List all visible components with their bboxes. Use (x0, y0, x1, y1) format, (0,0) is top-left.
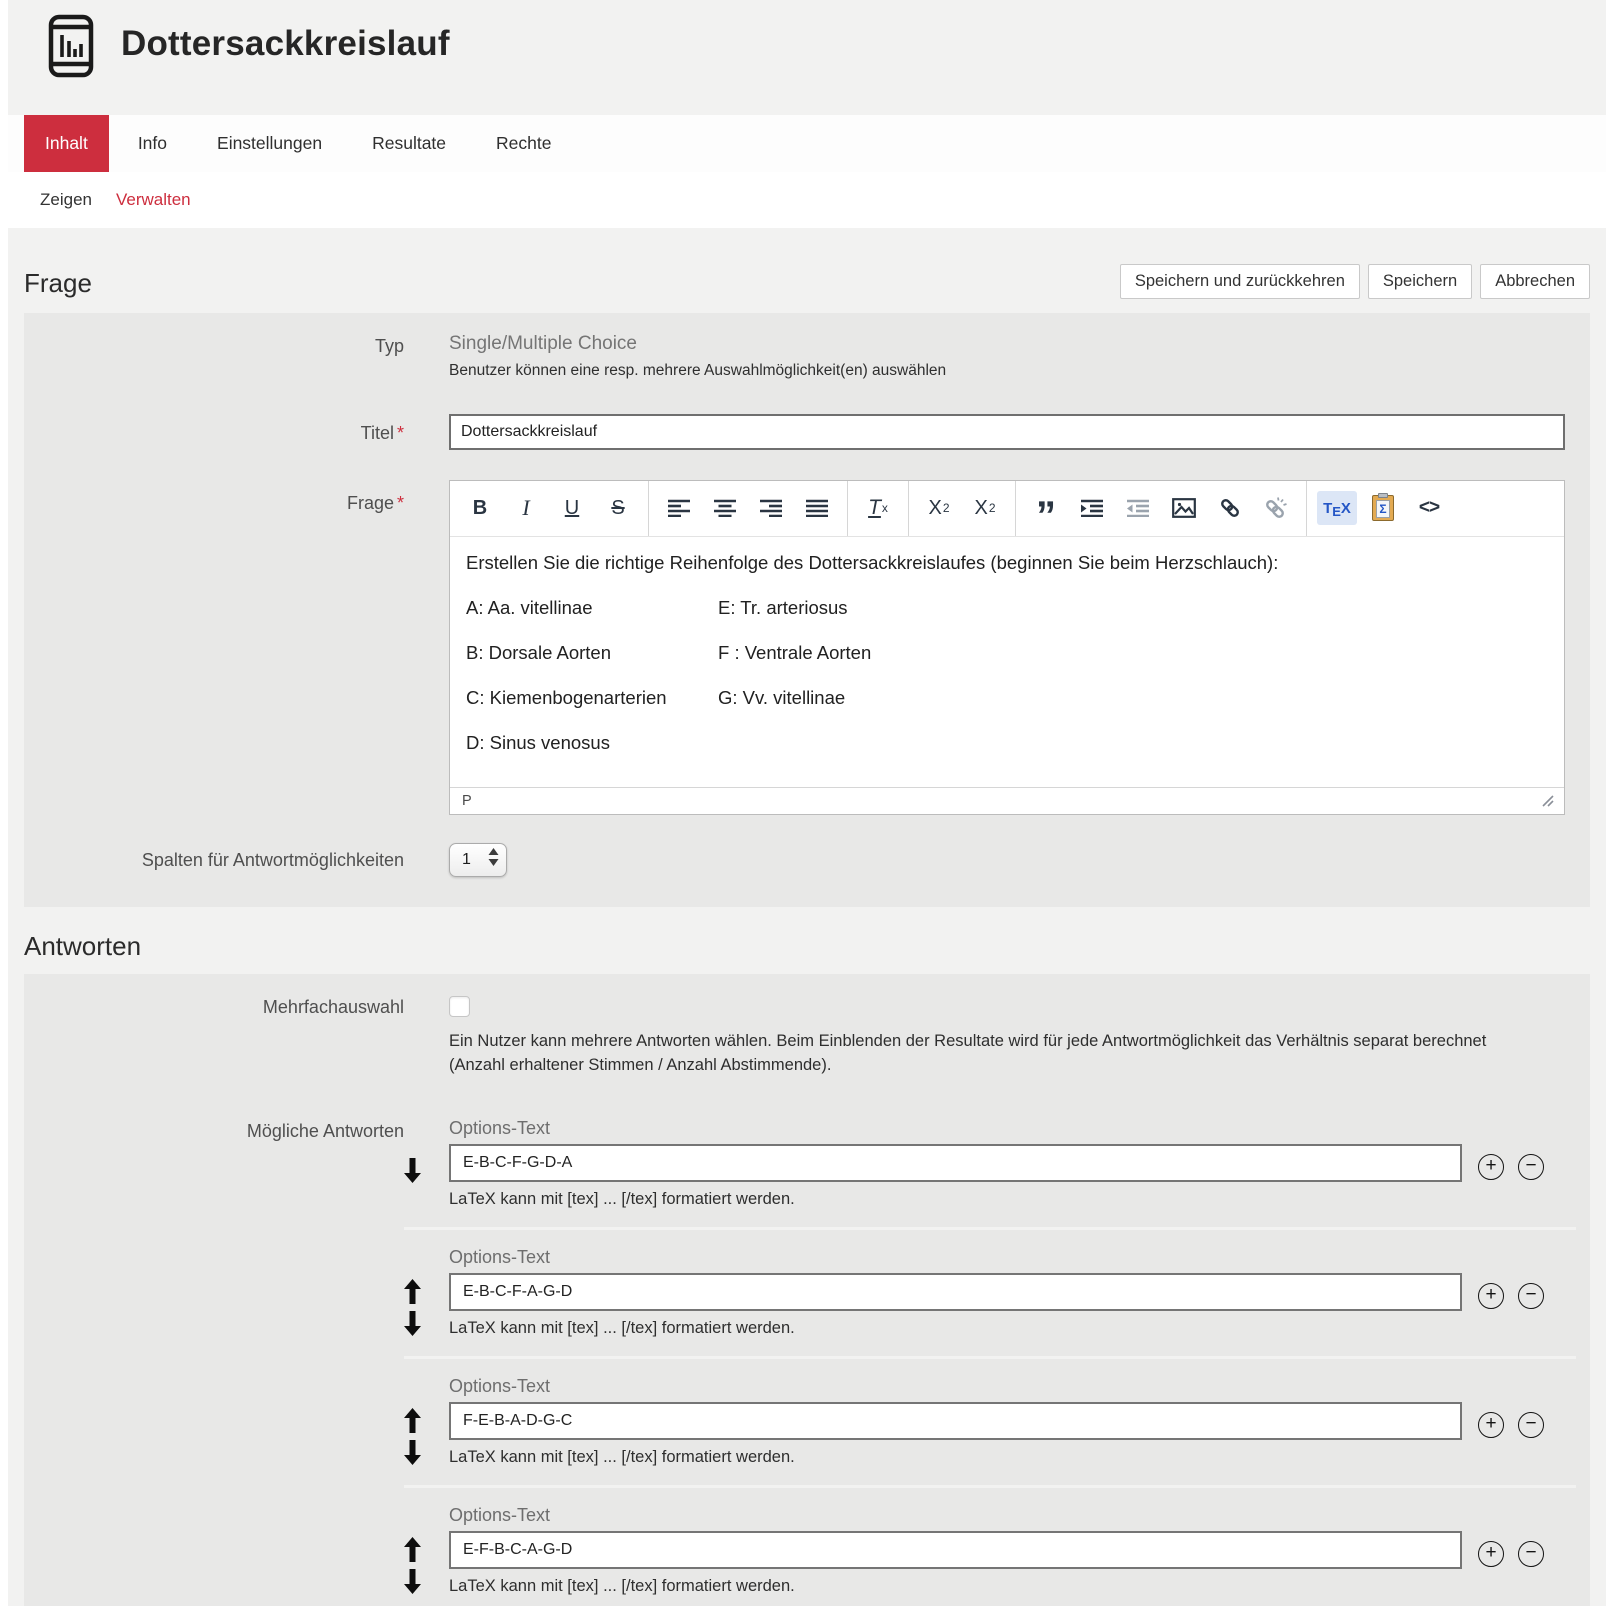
move-up-button[interactable] (404, 1537, 421, 1562)
stepper-arrows-icon (488, 848, 499, 871)
question-intro: Erstellen Sie die richtige Reihenfolge des Dottersackkreislaufes (beginnen Sie beim Herzschlauch): (466, 551, 1279, 573)
page-title: Dottersackkreislauf (121, 24, 450, 63)
editor-toolbar (450, 481, 1564, 537)
mehrfachauswahl-row (24, 996, 1590, 1079)
antworten-heading: Antworten (24, 930, 142, 961)
subtab-zeigen[interactable]: Zeigen (40, 190, 92, 209)
tex-plugin-icon[interactable]: T E X (1314, 485, 1360, 531)
element-path: P (462, 792, 472, 809)
latex-hint: LaTeX kann mit [tex] ... [/tex] formatiert werden. (449, 1448, 795, 1467)
cancel-button[interactable]: Abbrechen (1480, 264, 1590, 299)
frage-form-panel (24, 313, 1590, 907)
mehrfachauswahl-description: Ein Nutzer kann mehrere Antworten wählen. Beim Einblenden der Resultate wird für jede Antwortmöglichkeit das Verhältnis separat berechnet (Anzahl erhaltener Stimmen / Anzahl Abstimmende). (449, 1031, 1487, 1075)
question-line-left: B: Dorsale Aorten (466, 641, 611, 663)
save-and-return-button[interactable]: Speichern und zurückkehren (1120, 264, 1360, 299)
question-line-left: C: Kiemenbogenarterien (466, 687, 667, 708)
align-center-icon[interactable] (702, 485, 748, 531)
move-up-button[interactable] (404, 1279, 421, 1304)
main-tabbar (0, 115, 1606, 172)
tab-einstellungen[interactable]: Einstellungen (217, 133, 323, 153)
required-asterisk: * (396, 492, 404, 513)
option-row (404, 1356, 1576, 1467)
question-line-left: A: Aa. vitellinae (466, 596, 593, 618)
save-button[interactable]: Speichern (1368, 264, 1472, 299)
move-down-button[interactable] (404, 1440, 421, 1465)
richtext-editor (449, 480, 1565, 815)
italic-icon[interactable]: I (522, 495, 530, 521)
remove-link-icon[interactable] (1253, 485, 1299, 531)
subtab-verwalten[interactable]: Verwalten (115, 190, 191, 209)
spalten-label: Spalten für Antwortmöglichkeiten (141, 849, 404, 870)
option-text-label: Options-Text (449, 1376, 551, 1397)
titel-input[interactable] (449, 414, 1565, 450)
source-code-icon[interactable]: <> (1418, 497, 1440, 519)
outdent-icon[interactable] (1115, 485, 1161, 531)
subscript-icon[interactable]: X 2 (928, 496, 950, 519)
typ-description: Benutzer können eine resp. mehrere Auswahlmöglichkeit(en) auswählen (449, 361, 947, 379)
latex-hint: LaTeX kann mit [tex] ... [/tex] formatiert werden. (449, 1319, 795, 1338)
question-line-left: D: Sinus venosus (466, 732, 610, 754)
remove-option-button[interactable]: − (1518, 1154, 1544, 1180)
clear-formatting-icon[interactable]: T x (868, 496, 888, 520)
frage-label: Frage * (346, 492, 404, 513)
question-line (466, 686, 1548, 709)
sub-tabbar (0, 172, 1606, 228)
underline-icon[interactable]: U (564, 496, 580, 519)
question-line (466, 641, 1548, 664)
poll-icon (48, 14, 94, 83)
antworten-form-panel (24, 974, 1590, 1606)
option-text-input[interactable] (449, 1531, 1462, 1569)
option-text-label: Options-Text (449, 1505, 551, 1526)
insert-image-icon[interactable] (1161, 485, 1207, 531)
window-edge (0, 0, 8, 1606)
titel-row (24, 414, 1590, 450)
frage-heading: Frage (24, 267, 92, 298)
add-option-button[interactable]: + (1478, 1154, 1504, 1180)
tab-inhalt[interactable]: Inhalt (24, 115, 109, 172)
blockquote-icon[interactable]: ” (1036, 494, 1056, 539)
align-right-icon[interactable] (748, 485, 794, 531)
option-text-input[interactable] (449, 1273, 1462, 1311)
moegliche-antworten-row (24, 1118, 1590, 1596)
titel-label: Titel * (360, 422, 404, 443)
strikethrough-icon[interactable]: S (611, 496, 625, 519)
align-justify-icon[interactable] (794, 485, 840, 531)
editor-content-area[interactable] (450, 537, 1564, 787)
tab-info[interactable]: Info (137, 133, 168, 153)
option-text-input[interactable] (449, 1144, 1462, 1182)
spalten-select[interactable]: 1 (449, 843, 507, 877)
frage-row (24, 480, 1590, 815)
option-row (404, 1118, 1576, 1209)
add-option-button[interactable]: + (1478, 1541, 1504, 1567)
question-line (466, 731, 1548, 754)
move-down-button[interactable] (404, 1569, 421, 1594)
command-buttons (1120, 264, 1590, 299)
typ-value: Single/Multiple Choice (449, 332, 637, 354)
typ-label: Typ (374, 335, 404, 356)
move-down-button[interactable] (404, 1158, 421, 1183)
page-header (0, 0, 1606, 115)
mehrfachauswahl-checkbox[interactable] (449, 996, 470, 1017)
add-option-button[interactable]: + (1478, 1412, 1504, 1438)
remove-option-button[interactable]: − (1518, 1412, 1544, 1438)
remove-option-button[interactable]: − (1518, 1541, 1544, 1567)
remove-option-button[interactable]: − (1518, 1283, 1544, 1309)
mehrfachauswahl-label: Mehrfachauswahl (262, 996, 404, 1017)
bold-icon[interactable]: B (472, 496, 488, 519)
resize-handle-icon[interactable] (1542, 790, 1556, 812)
add-option-button[interactable]: + (1478, 1283, 1504, 1309)
tab-rechte[interactable]: Rechte (496, 133, 552, 153)
option-text-label: Options-Text (449, 1118, 551, 1139)
question-line-right: G: Vv. vitellinae (718, 687, 846, 708)
paste-latex-icon[interactable]: Σ (1360, 485, 1406, 531)
editor-statusbar (450, 787, 1564, 814)
option-text-label: Options-Text (449, 1247, 551, 1268)
question-line-right: E: Tr. arteriosus (718, 596, 848, 618)
question-line (466, 596, 1548, 619)
align-left-icon[interactable] (656, 485, 702, 531)
moegliche-antworten-label: Mögliche Antworten (246, 1121, 404, 1142)
insert-link-icon[interactable] (1207, 485, 1253, 531)
latex-hint: LaTeX kann mit [tex] ... [/tex] formatiert werden. (449, 1190, 795, 1209)
indent-icon[interactable] (1069, 485, 1115, 531)
typ-row (24, 332, 1590, 380)
option-row (404, 1485, 1576, 1596)
move-down-button[interactable] (404, 1311, 421, 1336)
option-text-input[interactable] (449, 1402, 1462, 1440)
tab-resultate[interactable]: Resultate (372, 133, 447, 153)
move-up-button[interactable] (404, 1408, 421, 1433)
required-asterisk: * (396, 422, 404, 443)
superscript-icon[interactable]: X 2 (974, 496, 996, 519)
options-list (404, 1118, 1576, 1596)
question-line-right: F : Ventrale Aorten (718, 641, 872, 663)
option-row (404, 1227, 1576, 1338)
spalten-row (24, 843, 1590, 877)
latex-hint: LaTeX kann mit [tex] ... [/tex] formatiert werden. (449, 1577, 795, 1596)
